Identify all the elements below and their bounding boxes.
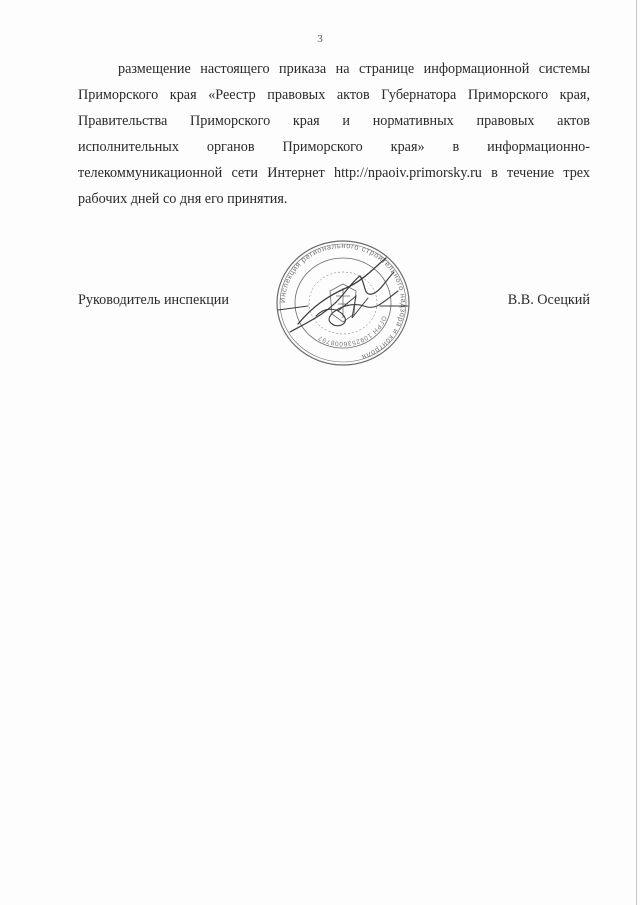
signatory-name: В.В. Осецкий xyxy=(507,292,590,308)
paragraph-line: Правительства Приморского края и нормативных правовых актов xyxy=(78,113,590,129)
stamp-outer-text: Инспекция регионального строительного надзора и контроля xyxy=(277,240,409,362)
paragraph-line: размещение настоящего приказа на странице информационной системы xyxy=(118,61,590,77)
order-paragraph xyxy=(78,56,590,212)
stamp-inner-text: ОГРН 1092536008797 xyxy=(317,314,388,348)
official-seal-stamp xyxy=(268,236,418,371)
paragraph-line: Приморского края «Реестр правовых актов Губернатора Приморского края, xyxy=(78,87,590,103)
paragraph-line: исполнительных органов Приморского края» в информационно- xyxy=(78,139,590,155)
page-number: 3 xyxy=(317,33,323,45)
paragraph-line: рабочих дней со дня его принятия. xyxy=(78,191,288,207)
signatory-title: Руководитель инспекции xyxy=(78,292,229,308)
paragraph-line: телекоммуникационной сети Интернет http://npaoiv.primorsky.ru в течение трех xyxy=(78,165,590,181)
page-edge-line xyxy=(636,0,637,905)
